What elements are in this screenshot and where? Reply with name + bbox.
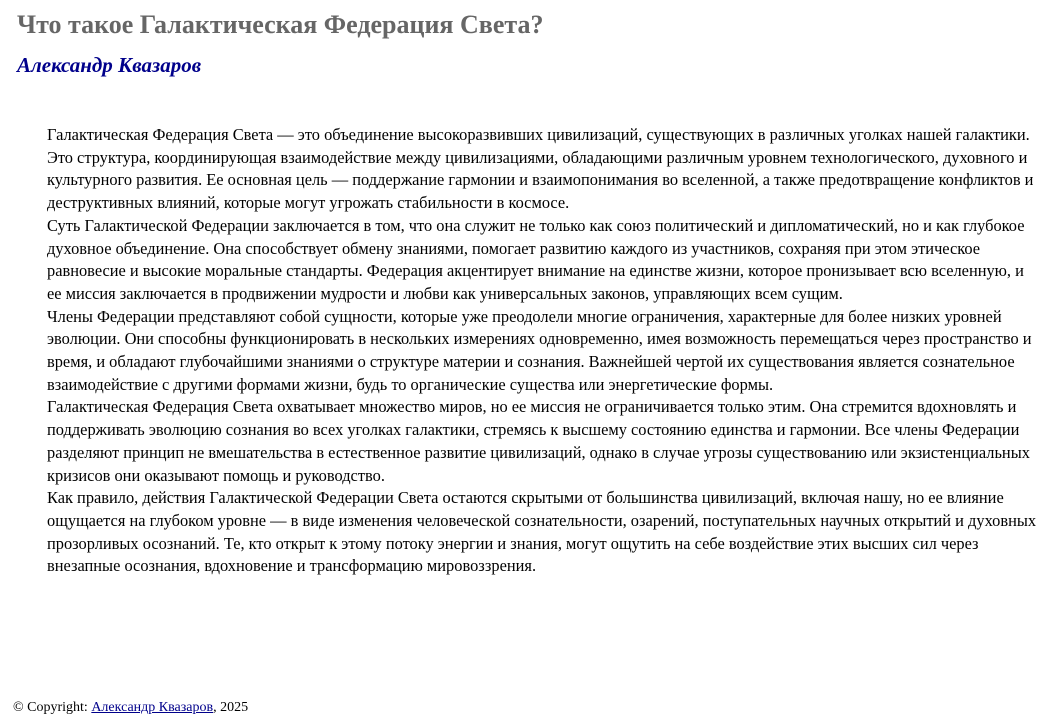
copyright-prefix: © Copyright:: [13, 700, 92, 715]
author-name: Александр Квазаров: [17, 53, 202, 77]
article-paragraph: Как правило, действия Галактической Федерации Света остаются скрытыми от большинства цивилизаций, включая нашу, но ее влияние ощущается на глубоком уровне — в виде изменения человеческой сознательности, озарений, поступательных научных открытий и духовных прозорливых осознаний. Те, кто открыт к этому потоку энергии и знания, могут ощутить на себе воздействие этих высших сил через внезапные осознания, вдохновение и трансформацию мировоззрения.: [47, 488, 1037, 576]
copyright-footer: [13, 699, 248, 717]
author-link[interactable]: Александр Квазаров: [91, 700, 214, 715]
article-paragraph: Галактическая Федерация Света охватывает множество миров, но ее миссия не ограничивается только этим. Она стремится вдохновлять и поддерживать эволюцию сознания во всех уголках галактики, стремясь к высшему состоянию единства и гармонии. Все члены Федерации разделяют принцип не вмешательства в естественное развитие цивилизаций, однако в случае угрозы существованию или экзистенциальных кризисов они оказывают помощь и руководство.: [47, 397, 1030, 485]
copyright-year: , 2025: [213, 700, 249, 715]
article-paragraph: Суть Галактической Федерации заключается в том, что она служит не только как союз политический и дипломатический, но и как глубокое духовное объединение. Она способствует обмену знаниями, помогает развитию каждого из участников, сохраняя при этом этическое равновесие и высокие моральные стандарты. Федерация акцентирует внимание на единстве жизни, которое пронизывает всю вселенную, и ее миссия заключается в продвижении мудрости и любви как универсальных законов, управляющих всем сущим.: [47, 215, 1025, 303]
article-body: [47, 124, 1037, 578]
article-paragraph: Галактическая Федерация Света — это объединение высокоразвивших цивилизаций, существующих в различных уголках нашей галактики. Это структура, координирующая взаимодействие между цивилизациями, обладающими различным уровнем технологического, духовного и культурного развития. Ее основная цель — поддержание гармонии и взаимопонимания во вселенной, а также предотвращение конфликтов и деструктивных влияний, которые могут угрожать стабильности в космосе.: [47, 125, 1034, 213]
article-paragraph: Члены Федерации представляют собой сущности, которые уже преодолели многие ограничения, характерные для более низких уровней эволюции. Они способны функционировать в нескольких измерениях одновременно, имея возможность перемещаться через пространство и время, и обладают глубочайшими знаниями о структуре материи и сознания. Важнейшей чертой их существования является сознательное взаимодействие с другими формами жизни, будь то органические существа или энергетические формы.: [47, 306, 1032, 394]
page-title: Что такое Галактическая Федерация Света?: [17, 10, 544, 39]
